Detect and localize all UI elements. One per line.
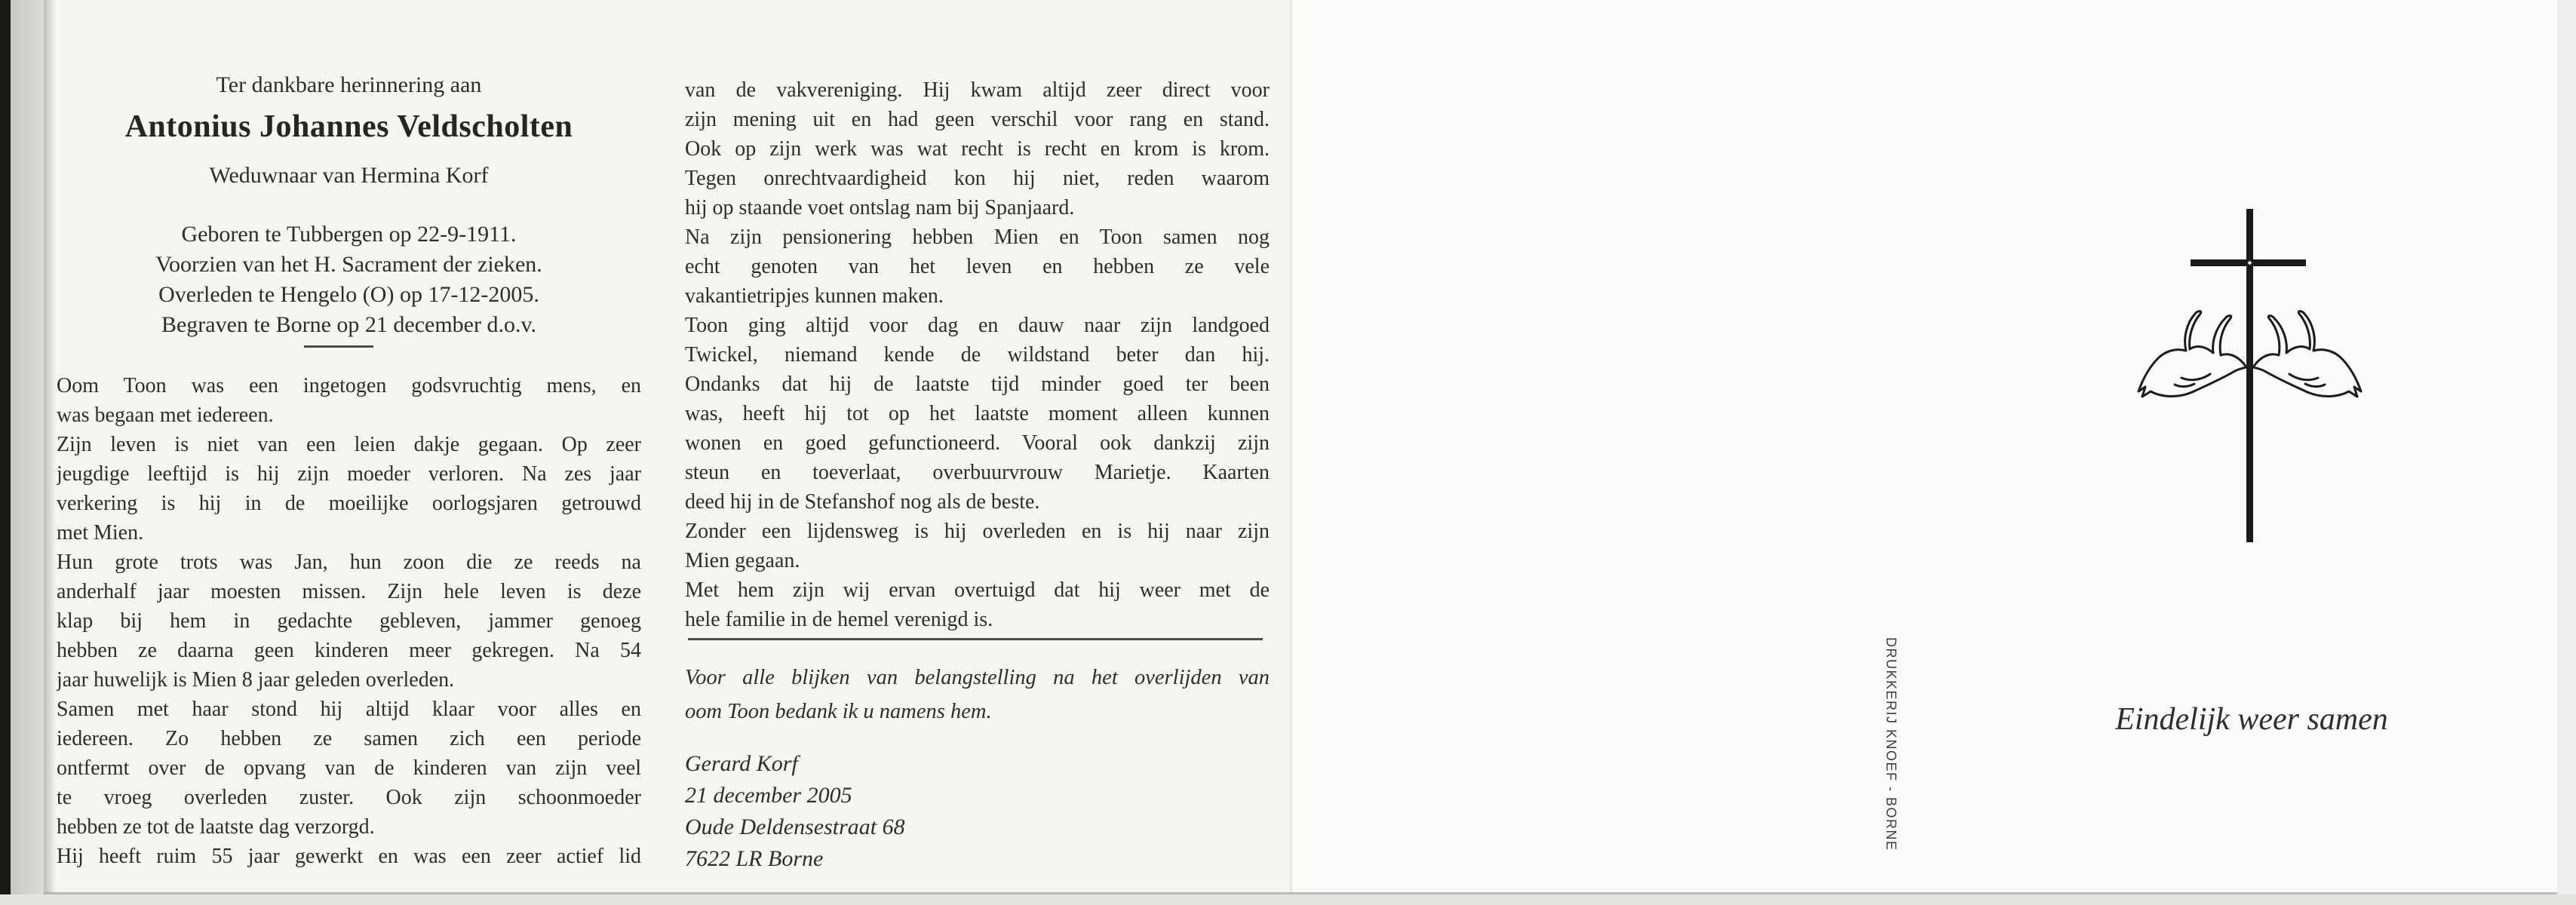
text-line: Met hem zijn wij ervan overtuigd dat hij weer met de (685, 578, 1270, 602)
text-line: jeugdige leeftijd is hij zijn moeder verloren. Na zes jaar (57, 462, 641, 486)
text-line: wonen en goed gefunctioneerd. Vooral ook dankzij zijn (685, 431, 1270, 455)
text-line: Oom Toon was een ingetogen godsvruchtig mens, en (57, 374, 641, 397)
text-line: deed hij in de Stefanshof nog als de beste. (685, 490, 1040, 514)
text-line: anderhalf jaar moesten missen. Zijn hele leven is deze (57, 580, 641, 603)
text-line: Zijn leven is niet van een leien dakje gegaan. Op zeer (57, 433, 641, 456)
text-line: Mien gegaan. (685, 549, 800, 572)
text-line: iedereen. Zo hebben ze samen zich een periode (57, 727, 641, 750)
text-line: Samen met haar stond hij altijd klaar voor alles en (57, 698, 641, 721)
card-fold-line (1290, 0, 1294, 894)
burial-line: Begraven te Borne op 21 december d.o.v. (161, 312, 537, 337)
text-line: Na zijn pensionering hebben Mien en Toon samen nog (685, 225, 1270, 249)
text-line: Twickel, niemand kende de wildstand beter dan hij. (685, 343, 1270, 367)
text-column-1 (57, 371, 641, 871)
acknowledgement-block (685, 661, 1270, 729)
text-line: Tegen onrechtvaardigheid kon hij niet, reden waarom (685, 167, 1270, 190)
scanner-gray-edge (11, 0, 44, 905)
text-line: hij op staande voet ontslag nam bij Spanjaard. (685, 196, 1075, 219)
scanner-backdrop-right (2557, 0, 2576, 894)
relation-line: Weduwnaar van Hermina Korf (209, 163, 489, 188)
text-line: te vroeg overleden zuster. Ook zijn schoonmoeder (57, 786, 641, 809)
text-line: zijn mening uit en had geen verschil voor rang en stand. (685, 108, 1270, 131)
text-line: steun en toeverlaat, overbuurvrouw Marietje. Kaarten (685, 461, 1270, 484)
scanner-dark-edge (0, 0, 11, 905)
signature-street: Oude Deldensestraat 68 (685, 814, 905, 839)
scanner-backdrop-bottom (0, 894, 2576, 905)
text-line: Voor alle blijken van belangstelling na het overlijden van (685, 666, 1270, 689)
signature-name: Gerard Korf (685, 751, 798, 776)
divider-rule-thanks (688, 638, 1263, 640)
intro-line: Ter dankbare herinnering aan (216, 72, 482, 97)
text-line: met Mien. (57, 521, 144, 545)
text-line: Ook op zijn werk was wat recht is recht en krom is krom. (685, 137, 1270, 161)
text-line: hebben ze daarna geen kinderen meer gekregen. Na 54 (57, 639, 641, 662)
text-line: echt genoten van het leven en hebben ze vele (685, 255, 1270, 278)
vital-dates-block (57, 219, 641, 340)
death-line: Overleden te Hengelo (O) op 17-12-2005. (158, 282, 539, 307)
text-line: vakantietripjes kunnen maken. (685, 284, 944, 308)
text-line: verkering is hij in de moeilijke oorlogsjaren getrouwd (57, 492, 641, 515)
text-line: van de vakvereniging. Hij kwam altijd zeer direct voor (685, 78, 1270, 102)
text-line: Hun grote trots was Jan, hun zoon die ze reeds na (57, 551, 641, 574)
printer-credit: DRUKKERIJ KNOEF - BORNE (1884, 637, 1899, 851)
dove-left-icon (2138, 311, 2246, 397)
text-line: ontfermt over de opvang van de kinderen van zijn veel (57, 756, 641, 780)
signature-date: 21 december 2005 (685, 783, 852, 808)
text-line: Zonder een lijdensweg is hij overleden en is hij naar zijn (685, 520, 1270, 543)
text-line: jaar huwelijk is Mien 8 jaar geleden overleden. (57, 668, 455, 692)
caption-eindelijk-weer-samen: Eindelijk weer samen (2115, 702, 2388, 737)
text-line: klap bij hem in gedachte gebleven, jammer genoeg (57, 609, 641, 633)
text-line: Toon ging altijd voor dag en dauw naar zijn landgoed (685, 314, 1270, 337)
signature-city: 7622 LR Borne (685, 846, 824, 871)
dove-right-icon (2253, 311, 2361, 397)
text-line: was begaan met iedereen. (57, 403, 274, 427)
deceased-name: Antonius Johannes Veldscholten (124, 109, 573, 144)
text-line: Ondanks dat hij de laatste tijd minder goed ter been (685, 373, 1270, 396)
text-line: hebben ze tot de laatste dag verzorgd. (57, 815, 375, 839)
signature-block (685, 748, 1270, 875)
cross-and-doves-illustration (2105, 192, 2399, 554)
text-line: hele familie in de hemel verenigd is. (685, 608, 993, 631)
text-line: was, heeft hij tot op het laatste moment alleen kunnen (685, 402, 1270, 425)
text-line: oom Toon bedank ik u namens hem. (685, 700, 992, 723)
sacrament-line: Voorzien van het H. Sacrament der zieken. (155, 252, 542, 277)
birth-line: Geboren te Tubbergen op 22-9-1911. (181, 222, 517, 247)
text-column-2 (685, 75, 1270, 634)
text-line: Hij heeft ruim 55 jaar gewerkt en was een zeer actief lid (57, 845, 641, 868)
divider-rule-header (304, 345, 373, 348)
